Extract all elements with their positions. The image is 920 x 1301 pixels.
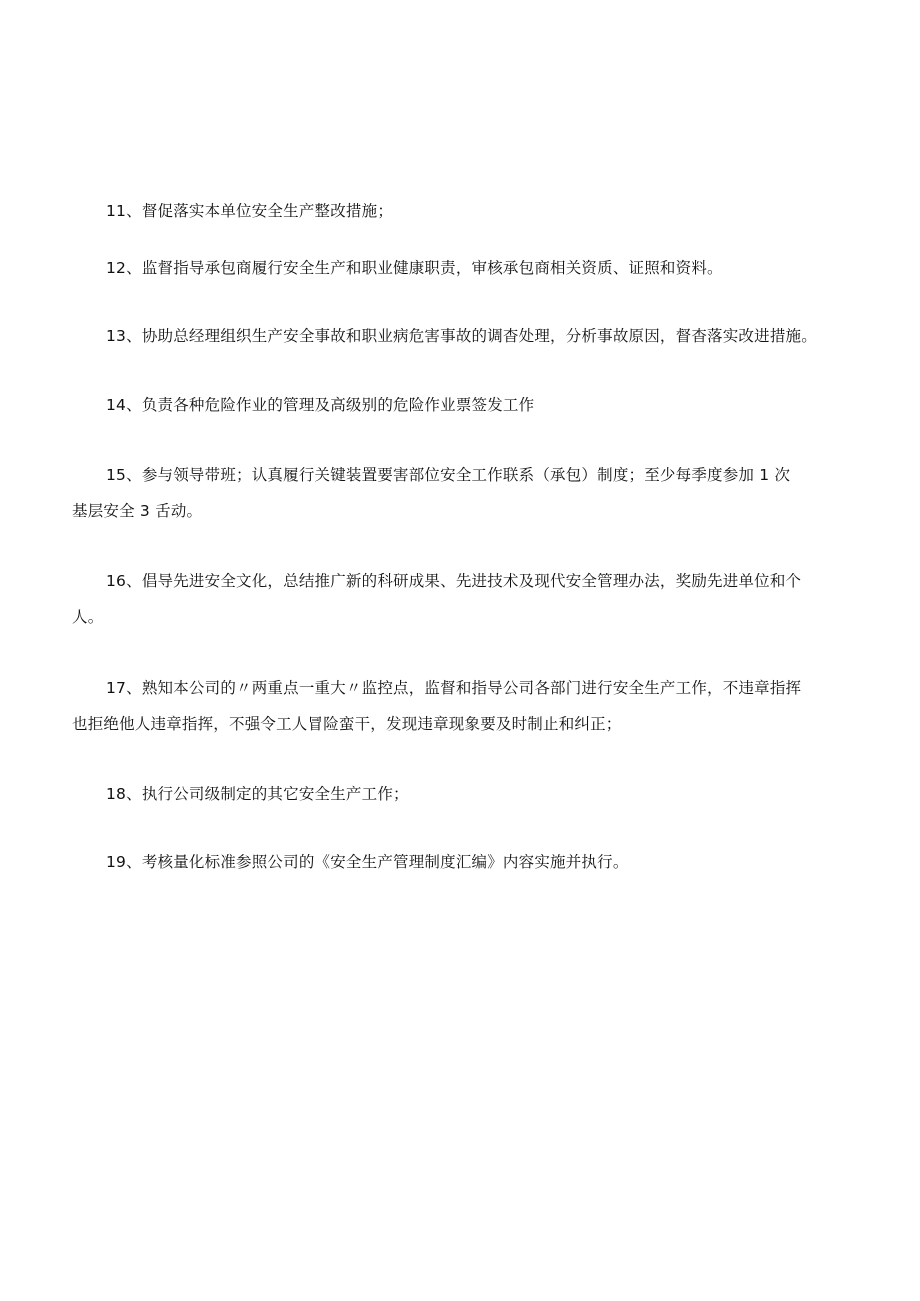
list-item-15-line-2: 基层安全 3 舌动。 bbox=[72, 501, 203, 520]
list-item-15 bbox=[72, 457, 852, 529]
list-item-18: 18、执行公司级制定的其它安全生产工作； bbox=[106, 784, 409, 803]
list-item-14: 14、负责各种危险作业的管理及高级别的危险作业票签发工作 bbox=[106, 395, 535, 414]
list-item-11: 11、督促落实本单位安全生产整改措施； bbox=[106, 201, 394, 220]
list-item-17 bbox=[72, 670, 852, 742]
list-item-16 bbox=[72, 563, 852, 635]
list-item-17-line-1: 17、熟知本公司的〃两重点一重大〃监控点，监督和指导公司各部门进行安全生产工作，不违章指挥 bbox=[106, 678, 802, 697]
list-item-16-line-1: 16、倡导先进安全文化，总结推广新的科研成果、先进技术及现代安全管理办法，奖励先进单位和个 bbox=[106, 571, 802, 590]
list-item-19: 19、考核量化标准参照公司的《安全生产管理制度汇编》内容实施并执行。 bbox=[106, 852, 629, 871]
list-item-15-line-1: 15、参与领导带班；认真履行关键装置要害部位安全工作联系（承包）制度；至少每季度参加 1 次 bbox=[106, 465, 791, 484]
list-item-13: 13、协助总经理组织生产安全事故和职业病危害事故的调杳处理，分析事故原因，督杳落实改进措施。 bbox=[106, 326, 817, 345]
list-item-17-line-2: 也拒绝他人违章指挥，不强令工人冒险蛮干，发现违章现象要及时制止和纠正； bbox=[72, 714, 622, 733]
list-item-16-line-2: 人。 bbox=[72, 607, 104, 626]
list-item-12: 12、监督指导承包商履行安全生产和职业健康职责，审核承包商相关资质、证照和资料。 bbox=[106, 258, 723, 277]
